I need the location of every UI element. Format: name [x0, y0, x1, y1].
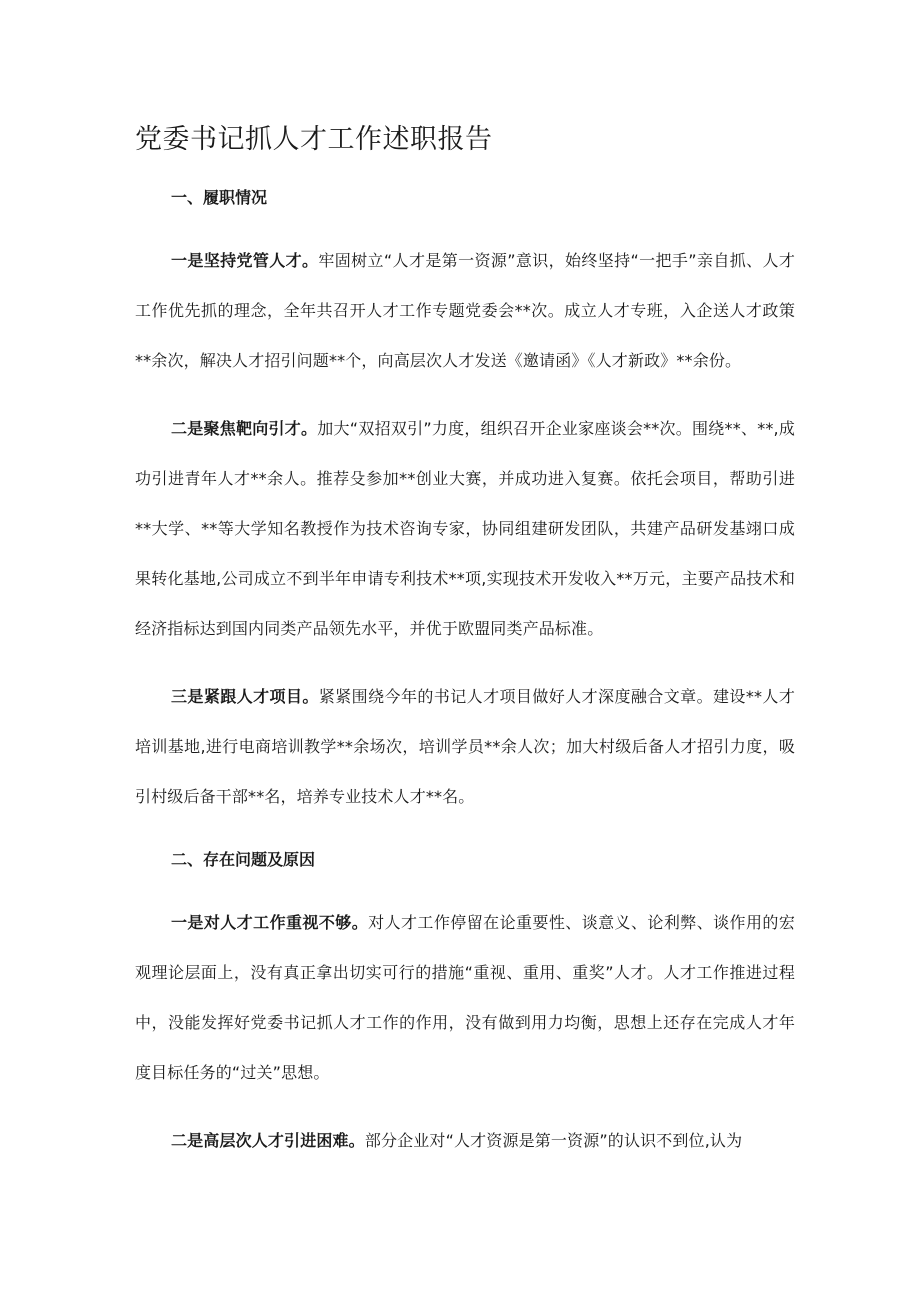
paragraph-text: 部分企业对“人才资源是第一资源”的认识不到位,认为 [364, 1131, 743, 1150]
paragraph-targeted-recruitment [135, 404, 795, 654]
paragraph-lead: 二是高层次人才引进困难。 [171, 1131, 365, 1150]
paragraph-text: 牢固树立“人才是第一资源”意识，始终坚持“一把手”亲自抓、人才工作优先抓的理念，全年共召开人才工作专题党委会**次。成立人才专班，入企送人才政策**余次，解决人才招引问题**个，向高层次人才发送《邀请函》《人才新政》**余份。 [135, 251, 795, 370]
paragraph-lead: 一是对人才工作重视不够。 [171, 913, 369, 932]
document-body [135, 178, 795, 1166]
paragraph-lead: 三是紧跟人才项目。 [171, 687, 319, 706]
paragraph-talent-projects [135, 672, 795, 822]
paragraph-lead: 一是坚持党管人才。 [171, 251, 319, 270]
section-heading-problems: 二、存在问题及原因 [171, 850, 316, 869]
section-heading-performance: 一、履职情况 [171, 188, 268, 207]
paragraph-text: 对人才工作停留在论重要性、谈意义、论利弊、谈作用的宏观理论层面上，没有真正拿出切实可行的措施“重视、重用、重奖”人才。人才工作推进过程中，没能发挥好党委书记抓人才工作的作用，没有做到用力均衡，思想上还存在完成人才年度目标任务的“过关”思想。 [135, 913, 795, 1082]
paragraph-party-manages-talent [135, 236, 795, 386]
document-title: 党委书记抓人才工作述职报告 [135, 124, 493, 155]
paragraph-lead: 二是聚焦靶向引才。 [171, 419, 318, 438]
paragraph-insufficient-attention [135, 898, 795, 1098]
paragraph-text: 紧紧围绕今年的书记人才项目做好人才深度融合文章。建设**人才培训基地,进行电商培训教学**余场次，培训学员**余人次；加大村级后备人才招引力度，吸引村级后备干部**名，培养专业技术人才**名。 [135, 687, 795, 806]
paragraph-text: 加大“双招双引”力度，组织召开企业家座谈会**次。围绕**、**,成功引进青年人才**余人。推荐殳参加**创业大赛，并成功进入复赛。依托会项目，帮助引进**大学、**等大学知名教授作为技术咨询专家，协同组建研发团队，共建产品研发基翊口成果转化基地,公司成立不到半年申请专利技术**项,实现技术开发收入**万元，主要产品技术和经济指标达到国内同类产品领先水平，并优于欧盟同类产品标准。 [135, 419, 796, 638]
paragraph-recruitment-difficulty [135, 1116, 795, 1166]
